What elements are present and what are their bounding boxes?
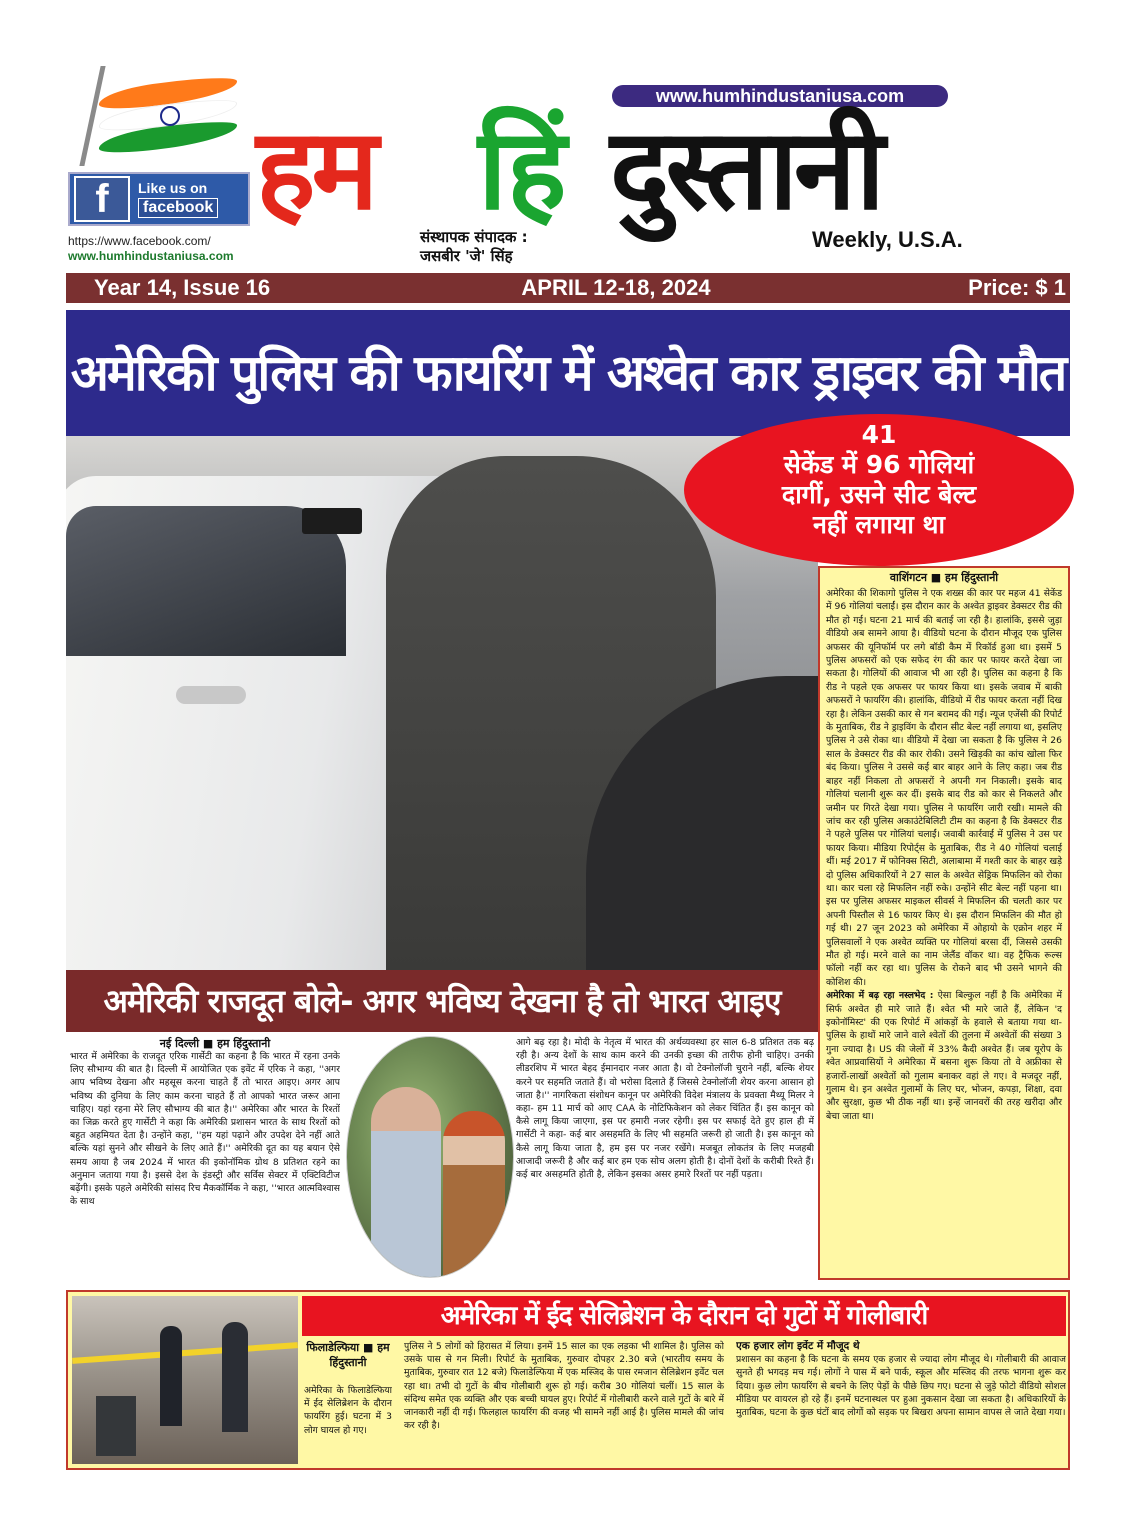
woman-figure (443, 1111, 505, 1278)
facebook-url[interactable]: https://www.facebook.com/ (68, 234, 211, 248)
callout-line4: नहीं लगाया था (813, 510, 945, 539)
bottom-body-col2: पुलिस ने 5 लोगों को हिरासत में लिया। इनमें 15 साल का एक लड़का भी शामिल है। पुलिस को उसके पास से गन मिली। रिपोर्ट के मुताबिक, गुरुवार दोपहर 2.30 बजे (भारतीय समय के मुताबिक, गुरुवार रात 12 बजे) फिलाडेल्फिया में एक मस्जिद के पास रमजान सेलिब्रेशन इवेंट चल रहा था। तभी दो गुटों के बीच गोलीबारी शुरू हो गई। करीब 30 गोलियां चलीं। 15 साल के संदिग्ध समेत एक व्यक्ति और एक बच्ची घायल हुए। रिपोर्ट में गोलीबारी करने वाले गुटों के बारे में जानकारी नहीं दी गई। फिलहाल फायरिंग की वजह भी सामने नहीं आई है। पुलिस मामले की जांच कर रही है। (404, 1341, 724, 1432)
lead-headline[interactable]: अमेरिकी पुलिस की फायरिंग में अश्वेत कार ड्राइवर की मौत (66, 310, 1070, 436)
masthead-title-part1: हम (256, 105, 375, 235)
bottom-story-box (66, 1290, 1070, 1470)
site-url-banner[interactable]: www.humhindustaniusa.com (612, 85, 948, 107)
trash-bin (96, 1396, 136, 1456)
bottom-body-col3 (736, 1340, 1066, 1466)
lead-body-p2-wrap (826, 989, 1062, 1123)
issue-year-number: Year 14, Issue 16 (94, 273, 394, 303)
callout-line1: 41 (861, 420, 897, 449)
bottom-body-col3-text: प्रशासन का कहना है कि घटना के समय एक हजार से ज्यादा लोग मौजूद थे। गोलीबारी की आवाज सुनते ही भगदड़ मच गई। लोगों ने पास में बने पार्क, स्कूल और मस्जिद की तरफ भागना शुरू कर दिया। कुछ लोग फायरिंग से बचने के लिए पेड़ों के पीछे छिप गए। घटना से जुड़े फोटो वीडियो सोशल मीडिया पर वायरल हो रहे हैं। इनमें घटनास्थल पर हुआ नुकसान देखा जा सकता है। अधिकारियों के मुताबिक, घटना के कुछ घंटों बाद लोगों को सड़क पर बिखरा अपना सामान वापस ले जाते देखा गया। (736, 1354, 1066, 1419)
ambassador-photo (346, 1036, 514, 1278)
lead-story-column (818, 566, 1070, 1280)
second-body-col1: भारत में अमेरिका के राजदूत एरिक गार्सेटी का कहना है कि भारत में रहना उनके लिए सौभाग्य की बात है। दिल्ली में आयोजित एक इवेंट में एरिक ने कहा, ''अगर आप भविष्य देखना और महसूस करना चाहते हैं तो भारत आइए। अगर आप भविष्य की दुनिया के लिए काम करना चाहते हैं तो आपको भारत जरूर आना चाहिए। यहां रहना मेरे लिए सौभाग्य की बात है।'' अमेरिका और भारत के रिश्तों का जिक्र करते हुए गार्सेटी ने कहा कि अमेरिकी प्रशासन भारत के साथ रिश्तों को बहुत अहमियत देता है। उन्होंने कहा, ''हम यहां पढ़ाने और उपदेश देने नहीं आते बल्कि यहां सुनने और सीखने के लिए आते हैं।'' अमेरिकी दूत का यह बयान ऐसे समय आया है जब 2024 में भारत की इकोनॉमिक ग्रोथ 8 प्रतिशत रहने का अनुमान जताया गया है। इससे देश के इंडस्ट्री और सर्विस सेक्टर में एक्टिविटीज बढ़ेंगी। इसके पहले अमेरिकी सांसद रिच मैककॉर्मिक ने कहा, ''भारत आत्मविश्वास के साथ (70, 1051, 340, 1208)
lead-subhead: अमेरिका में बढ़ रहा नस्लभेद : (826, 990, 934, 1002)
callout-oval (684, 414, 1074, 566)
car-door-handle (176, 686, 246, 704)
issue-date: APRIL 12-18, 2024 (446, 273, 786, 303)
eid-shooting-photo (72, 1296, 298, 1464)
ambassador-figure (371, 1087, 441, 1278)
issue-price: Price: $ 1 (926, 273, 1066, 303)
bottom-body-col1: अमेरिका के फिलाडेल्फिया में ईद सेलिब्रेशन के दौरान फायरिंग हुई। घटना में 3 लोग घायल हो गए। (304, 1385, 392, 1436)
weekly-usa-label: Weekly, U.S.A. (812, 227, 963, 252)
masthead-title-part3: दुस्तानी (610, 105, 882, 235)
second-dateline: नई दिल्ली ■ हम हिंदुस्तानी (159, 1037, 271, 1050)
issue-bar (66, 273, 1070, 303)
facebook-name-label: facebook (138, 198, 218, 218)
founder-line1: संस्थापक संपादक : (420, 228, 528, 246)
founder-line2: जसबीर 'जे' सिंह (420, 247, 513, 265)
lead-body-p2: ऐसा बिल्कुल नहीं है कि अमेरिका में सिर्फ अश्वेत ही मारे जाते हैं। श्वेत भी मारे जाते हैं, लेकिन 'द इकोनॉमिस्ट' की एक रिपोर्ट में आंकड़ों के हवाले से बताया गया था- पुलिस के हाथों मारे जाने वाले श्वेतों की तुलना में अश्वेतों की संख्या 3 गुना ज्यादा है। US की जेलों में 33% कैदी अश्वेत हैं। जब यूरोप के श्वेत आप्रवासियों ने अमेरिका में बसना शुरू किया तो वे अफ्रीका से हजारों-लाखों अश्वेतों को गुलाम बनाकर वहां ले गए। वे मजदूर नहीं, गुलाम थे। इन अश्वेत गुलामों के लिए घर, भोजन, कपड़ा, शिक्षा, दवा और सुरक्षा, कुछ भी ठीक नहीं था। इन्हें जानवरों की तरह खरीदा और बेचा जाता था। (826, 990, 1063, 1122)
masthead-title-part2: हिं (478, 105, 563, 235)
indian-flag-logo (68, 66, 250, 166)
callout-line2: सेकेंड में 96 गोलियां (783, 450, 975, 479)
bottom-headline[interactable]: अमेरिका में ईद सेलिब्रेशन के दौरान दो गुटों में गोलीबारी (302, 1296, 1066, 1336)
facebook-like-badge[interactable] (68, 172, 250, 226)
officer-figure-2 (222, 1322, 248, 1432)
facebook-like-label: Like us on (138, 180, 208, 196)
police-tape (72, 1342, 298, 1364)
lead-dateline: वाशिंगटन ■ हम हिंदुस्तानी (889, 571, 999, 584)
lead-body-p1: अमेरिका की शिकागो पुलिस ने एक शख्स की कार पर महज 41 सेकेंड में 96 गोलियां चलाईं। इस दौरान कार के अश्वेत ड्राइवर डेक्सटर रीड की मौत हो गई। घटना 21 मार्च की बताई जा रही है। हालांकि, इससे जुड़ा वीडियो अब सामने आया है। वीडियो घटना के दौरान मौजूद एक पुलिस अफसर की यूनिफॉर्म पर लगे बॉडी कैम में रिकॉर्ड हुआ था। इसमें 5 पुलिस अफसरों को एक सफेद रंग की कार पर फायर करते देखा जा सकता है। गोलियों की आवाज भी आ रही है। पुलिस का कहना है कि रीड ने पहले एक अफसर पर फायर किया था। इसके जवाब में बाकी अफसरों ने फायरिंग की। हालांकि, वीडियो में रीड फायर करता नहीं दिख रहा है। लेकिन उसकी कार से गन बरामद की गई। न्यूज एजेंसी की रिपोर्ट के मुताबिक, रीड ने ड्राइविंग के दौरान सीट बेल्ट नहीं लगाया था, इसलिए पुलिस ने उसे रोका था। वीडियो में देखा जा सकता है कि पुलिस ने 26 साल के डेक्सटर रीड की कार रोकी। उसने खिड़की का कांच खोला फिर बंद किया। पुलिस ने उससे कई बार बाहर आने के लिए कहा। जब रीड बाहर नहीं निकला तो अफसरों ने अपनी गन निकाली। इसके बाद गोलियां चलानी शुरू कर दीं। इसके बाद रीड को कार से निकलते और जमीन पर गिरते देखा गया। पुलिस ने फायरिंग जारी रखी। मामले की जांच कर रही पुलिस अकाउंटेबिलिटी टीम का कहना है कि डेक्सटर रीड ने पहले पुलिस पर गोलियां चलाईं। जवाबी कार्रवाई में पुलिस ने उस पर फायर किया। मीडिया रिपोर्ट्स के मुताबिक, रीड ने 40 गोलियां चलाई थीं। मई 2017 में फोनिक्स सिटी, अलाबामा में गश्ती कार के बाहर खड़े दो पुलिस अधिकारियों ने 27 साल के अश्वेत सेड्रिक मिफलिन को रोका था। कार चला रहे मिफलिन नहीं रुके। उन्होंने सीट बेल्ट नहीं पहना था। इस पर पुलिस अफसर माइकल सीवर्स ने मिफलिन की चलती कार पर अपनी पिस्तौल से 16 फायर किए थे। इस दौरान मिफलिन की मौत हो गई थी। 27 जून 2023 को अमेरिका में ओहायो के एक्रोन शहर में पुलिसवालों ने एक अश्वेत व्यक्ति पर गोलियां बरसा दीं, जिससे उसकी मौत हो गई। मरने वाले का नाम जेलैंड वॉकर था। वह ट्रैफिक रूल्स फॉलो नहीं कर रहा था। पुलिस के रोकने बाद भी उसने भागने की कोशिश की। (826, 588, 1062, 988)
officer-figure-1 (160, 1326, 182, 1426)
second-body-col2: आगे बढ़ रहा है। मोदी के नेतृत्व में भारत की अर्थव्यवस्था हर साल 6-8 प्रतिशत तक बढ़ रही है। अन्य देशों के साथ काम करने की उनकी इच्छा की तारीफ होनी चाहिए। उनकी लीडरशिप में भारत बेहद ईमानदार नजर आता है। वो टेक्नोलॉजी चुराने नहीं, बल्कि शेयर करने पर सहमति जताते हैं। वो भरोसा दिलाते हैं जिससे टेक्नोलॉजी शेयर करना आसान हो जाता है।'' नागरिकता संशोधन कानून पर अमेरिकी विदेश मंत्रालय के प्रवक्ता मैथ्यू मिलर ने कहा- हम 11 मार्च को आए CAA के नोटिफिकेशन को लेकर चिंतित हैं। इस कानून को कैसे लागू किया जाएगा, इस पर हमारी नजर रहेगी। इस पर सफाई देते हुए हाल ही में गार्सेटी ने कहा- कई बार असहमति के लिए भी सहमति जरूरी हो जाती है। इस कानून को कैसे लागू किया जाता है, हम इस पर नजर रखेंगे। मजबूत लोकतंत्र के लिए मजहबी आजादी जरूरी है और कई बार हम एक सोच अलग होती है। दोनों देशों के करीबी रिश्ते हैं। कई बार असहमति होती है, लेकिन इसका असर हमारे रिश्तों पर नहीं पड़ता। (516, 1037, 814, 1181)
ashoka-chakra-icon (160, 106, 180, 126)
site-url-small[interactable]: www.humhindustaniusa.com (68, 249, 234, 263)
second-headline[interactable]: अमेरिकी राजदूत बोले- अगर भविष्य देखना है तो भारत आइए (66, 970, 818, 1032)
handgun-icon (302, 508, 362, 534)
facebook-icon: f (74, 176, 130, 222)
bottom-dateline: फिलाडेल्फिया ■ हम हिंदुस्तानी (306, 1341, 390, 1369)
founder-editor (420, 228, 528, 266)
bottom-subhead: एक हजार लोग इवेंट में मौजूद थे (736, 1340, 860, 1352)
callout-line3: दागीं, उसने सीट बेल्ट (781, 480, 977, 509)
